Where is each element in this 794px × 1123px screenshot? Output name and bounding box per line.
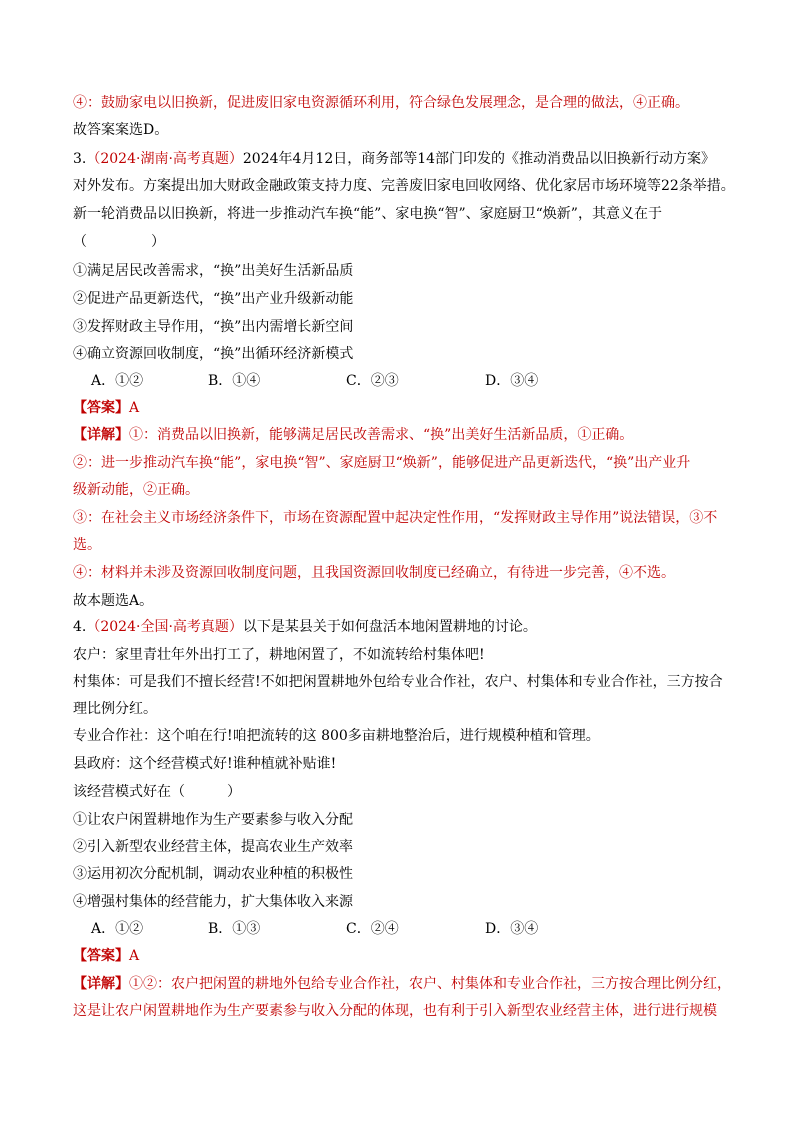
q3-item-3: ③发挥财政主导作用，“换”出内需增长新空间 <box>73 319 354 335</box>
q3-explain-line-4: ③：在社会主义市场经济条件下，市场在资源配置中起决定性作用，“发挥财政主导作用”说法错误，③不 <box>73 510 718 526</box>
q3-stem-line-2: 对外发布。方案提出加大财政金融政策支持力度、完善废旧家电回收网络、优化家居市场环境等22条举措。 <box>73 178 735 194</box>
q3-stem-line-1 <box>73 150 715 168</box>
q4-explain-label: 【详解】 <box>73 976 129 992</box>
prev-conclusion: 故答案案选D。 <box>73 122 169 138</box>
q4-dialogue-5: 县政府：这个经营模式好!谁种植就补贴谁! <box>73 756 337 772</box>
q3-item-4: ④确立资源回收制度，“换”出循环经济新模式 <box>73 346 354 362</box>
q4-explain-text-1: ①②：农户把闲置的耕地外包给专业合作社，农户、村集体和专业合作社，三方按合理比例分红， <box>129 976 731 992</box>
q3-blank-right: ） <box>151 234 165 250</box>
q4-answer-value: A <box>129 948 140 964</box>
q3-item-2: ②促进产品更新迭代，“换”出产业升级新动能 <box>73 291 354 307</box>
q4-answer <box>73 947 139 965</box>
q3-option-d: D．③④ <box>485 373 539 389</box>
q3-blank-left: （ <box>73 234 87 250</box>
q4-question: 该经营模式好在（ ） <box>73 784 241 800</box>
prev-analysis-4: ④：鼓励家电以旧换新，促进废旧家电资源循环利用，符合绿色发展理念，是合理的做法，④正确。 <box>73 95 689 111</box>
q4-dialogue-1: 农户：家里青壮年外出打工了，耕地闲置了，不如流转给村集体吧! <box>73 647 485 663</box>
q3-stem-text: 2024年4月12日，商务部等14部门印发的《推动消费品以旧换新行动方案》 <box>242 151 716 167</box>
q3-option-b: B．①④ <box>208 373 261 389</box>
q4-answer-label: 【答案】 <box>73 948 129 964</box>
q4-stem-text: 以下是某县关于如何盘活本地闲置耕地的讨论。 <box>242 619 537 635</box>
q3-number: 3. <box>73 151 87 167</box>
q3-explain-line-2: ②：进一步推动汽车换“能”，家电换“智”、家庭厨卫“焕新”，能够促进产品更新迭代，“换”出产业升 <box>73 455 691 471</box>
q4-stem-line <box>73 618 537 636</box>
q3-blank <box>73 233 165 251</box>
q3-explain-line-1 <box>73 426 633 444</box>
q3-answer <box>73 399 139 417</box>
q4-explain-line-1 <box>73 975 731 993</box>
q3-option-a: A．①② <box>91 373 144 389</box>
q4-dialogue-4: 专业合作社：这个咱在行!咱把流转的这 800多亩耕地整治后，进行规模种植和管理。 <box>73 728 600 744</box>
q3-option-c: C．②③ <box>346 373 399 389</box>
q4-option-a: A．①② <box>91 921 144 937</box>
q4-dialogue-2: 村集体：可是我们不擅长经营!不如把闲置耕地外包给专业合作社，农户、村集体和专业合作社，三方按合 <box>73 674 723 690</box>
q4-dialogue-3: 理比例分红。 <box>73 701 157 717</box>
q3-explain-text-1: ①：消费品以旧换新，能够满足居民改善需求、“换”出美好生活新品质，①正确。 <box>129 427 634 443</box>
q4-item-2: ②引入新型农业经营主体，提高农业生产效率 <box>73 839 353 855</box>
q3-explain-line-3: 级新动能，②正确。 <box>73 482 199 498</box>
q4-item-1: ①让农户闲置耕地作为生产要素参与收入分配 <box>73 812 353 828</box>
q4-option-b: B．①③ <box>208 921 261 937</box>
q3-answer-label: 【答案】 <box>73 400 129 416</box>
q3-answer-value: A <box>129 400 140 416</box>
q3-explain-line-6: ④：材料并未涉及资源回收制度问题，且我国资源回收制度已经确立，有待进一步完善，④不选。 <box>73 565 675 581</box>
q4-number: 4. <box>73 619 87 635</box>
q3-item-1: ①满足居民改善需求，“换”出美好生活新品质 <box>73 263 354 279</box>
q4-option-d: D．③④ <box>485 921 539 937</box>
q3-stem-line-3: 新一轮消费品以旧换新，将进一步推动汽车换“能”、家电换“智”、家庭厨卫“焕新”，其意义在于 <box>73 206 662 222</box>
q4-item-3: ③运用初次分配机制，调动农业种植的积极性 <box>73 866 353 882</box>
q3-source: （2024·湖南·高考真题） <box>86 151 243 167</box>
q4-option-c: C．②④ <box>346 921 399 937</box>
q3-conclusion: 故本题选A。 <box>73 593 154 609</box>
q3-explain-line-5: 选。 <box>73 537 101 553</box>
q3-explain-label: 【详解】 <box>73 427 129 443</box>
q4-explain-line-2: 这是让农户闲置耕地作为生产要素参与收入分配的体现，也有利于引入新型农业经营主体，进行进行规模 <box>73 1003 717 1019</box>
q4-item-4: ④增强村集体的经营能力，扩大集体收入来源 <box>73 894 353 910</box>
q4-source: （2024·全国·高考真题） <box>86 619 243 635</box>
